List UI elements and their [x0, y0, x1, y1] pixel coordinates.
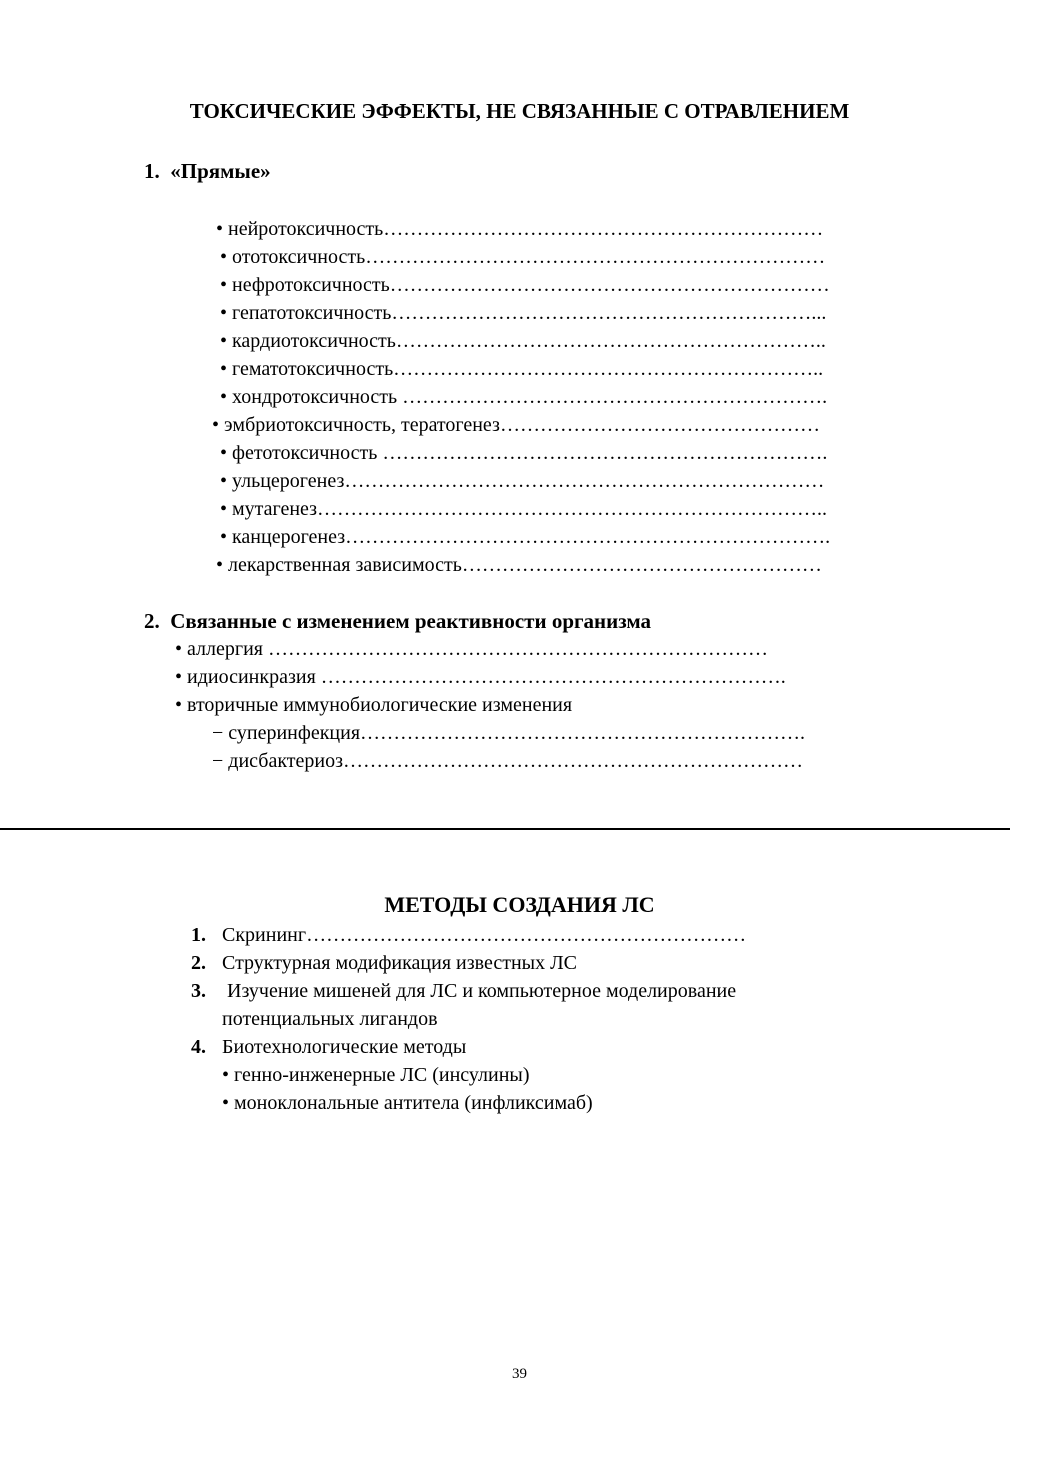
group-1-title: «Прямые»	[170, 159, 271, 183]
item-text: Структурная модификация известных ЛС	[222, 952, 577, 974]
list-item: • нефротоксичность…………………………………………………………	[220, 274, 830, 296]
item-text: Скрининг…………………………………………………………	[222, 924, 747, 946]
list-item: • эмбриотоксичность, тератогенез…………………………………………	[212, 414, 820, 436]
item-number: 3.	[191, 980, 206, 1002]
item-number: 1.	[191, 924, 206, 946]
list-item: • аллергия …………………………………………………………………	[175, 638, 768, 660]
section-divider	[0, 828, 1010, 830]
sub-list-item: • генно-инженерные ЛС (инсулины)	[222, 1064, 530, 1086]
list-item: • нейротоксичность…………………………………………………………	[216, 218, 824, 240]
numbered-item	[191, 921, 746, 949]
sub-list-item: • моноклональные антитела (инфликсимаб)	[222, 1092, 593, 1114]
section-title-toxic-effects: ТОКСИЧЕСКИЕ ЭФФЕКТЫ, НЕ СВЯЗАННЫЕ С ОТРАВЛЕНИЕМ	[189, 99, 850, 123]
list-item: • хондротоксичность ……………………………………………………….	[220, 386, 828, 408]
group-1-number: 1.	[144, 159, 160, 183]
list-item: • ототоксичность……………………………………………………………	[220, 246, 826, 268]
item-text: Изучение мишеней для ЛС и компьютерное моделирование	[222, 980, 737, 1002]
list-item: • фетотоксичность ………………………………………………………….	[220, 442, 828, 464]
item-number: 4.	[191, 1036, 206, 1058]
list-item: • кардиотоксичность………………………………………………………..	[220, 330, 826, 352]
group-1-heading	[144, 157, 271, 185]
list-item: • ульцерогенез………………………………………………………………	[220, 470, 825, 492]
list-item: • вторичные иммунобиологические изменения	[175, 694, 573, 716]
item-number: 2.	[191, 952, 206, 974]
page-number: 39	[512, 1366, 527, 1382]
item-text: потенциальных лигандов	[222, 1008, 438, 1030]
sub-list-item: − суперинфекция………………………………………………………….	[212, 722, 806, 744]
section-title-drug-methods: МЕТОДЫ СОЗДАНИЯ ЛС	[384, 892, 655, 917]
numbered-item-continuation	[191, 1005, 438, 1033]
list-item: • мутагенез…………………………………………………………………..	[220, 498, 828, 520]
numbered-item	[191, 949, 577, 977]
list-item: • идиосинкразия …………………………………………………………….	[175, 666, 786, 688]
list-item: • лекарственная зависимость………………………………………………	[216, 554, 822, 576]
group-2-title: Связанные с изменением реактивности организма	[170, 609, 652, 633]
item-text: Биотехнологические методы	[222, 1036, 467, 1058]
sub-list-item: − дисбактериоз……………………………………………………………	[212, 750, 804, 772]
list-item: • гепатотоксичность………………………………………………………...	[220, 302, 827, 324]
numbered-item	[191, 1033, 466, 1061]
group-2-number: 2.	[144, 609, 160, 633]
numbered-item	[191, 977, 736, 1005]
list-item: • гематотоксичность………………………………………………………..	[220, 358, 824, 380]
list-item: • канцерогенез……………………………………………………………….	[220, 526, 831, 548]
group-2-heading	[144, 607, 651, 635]
